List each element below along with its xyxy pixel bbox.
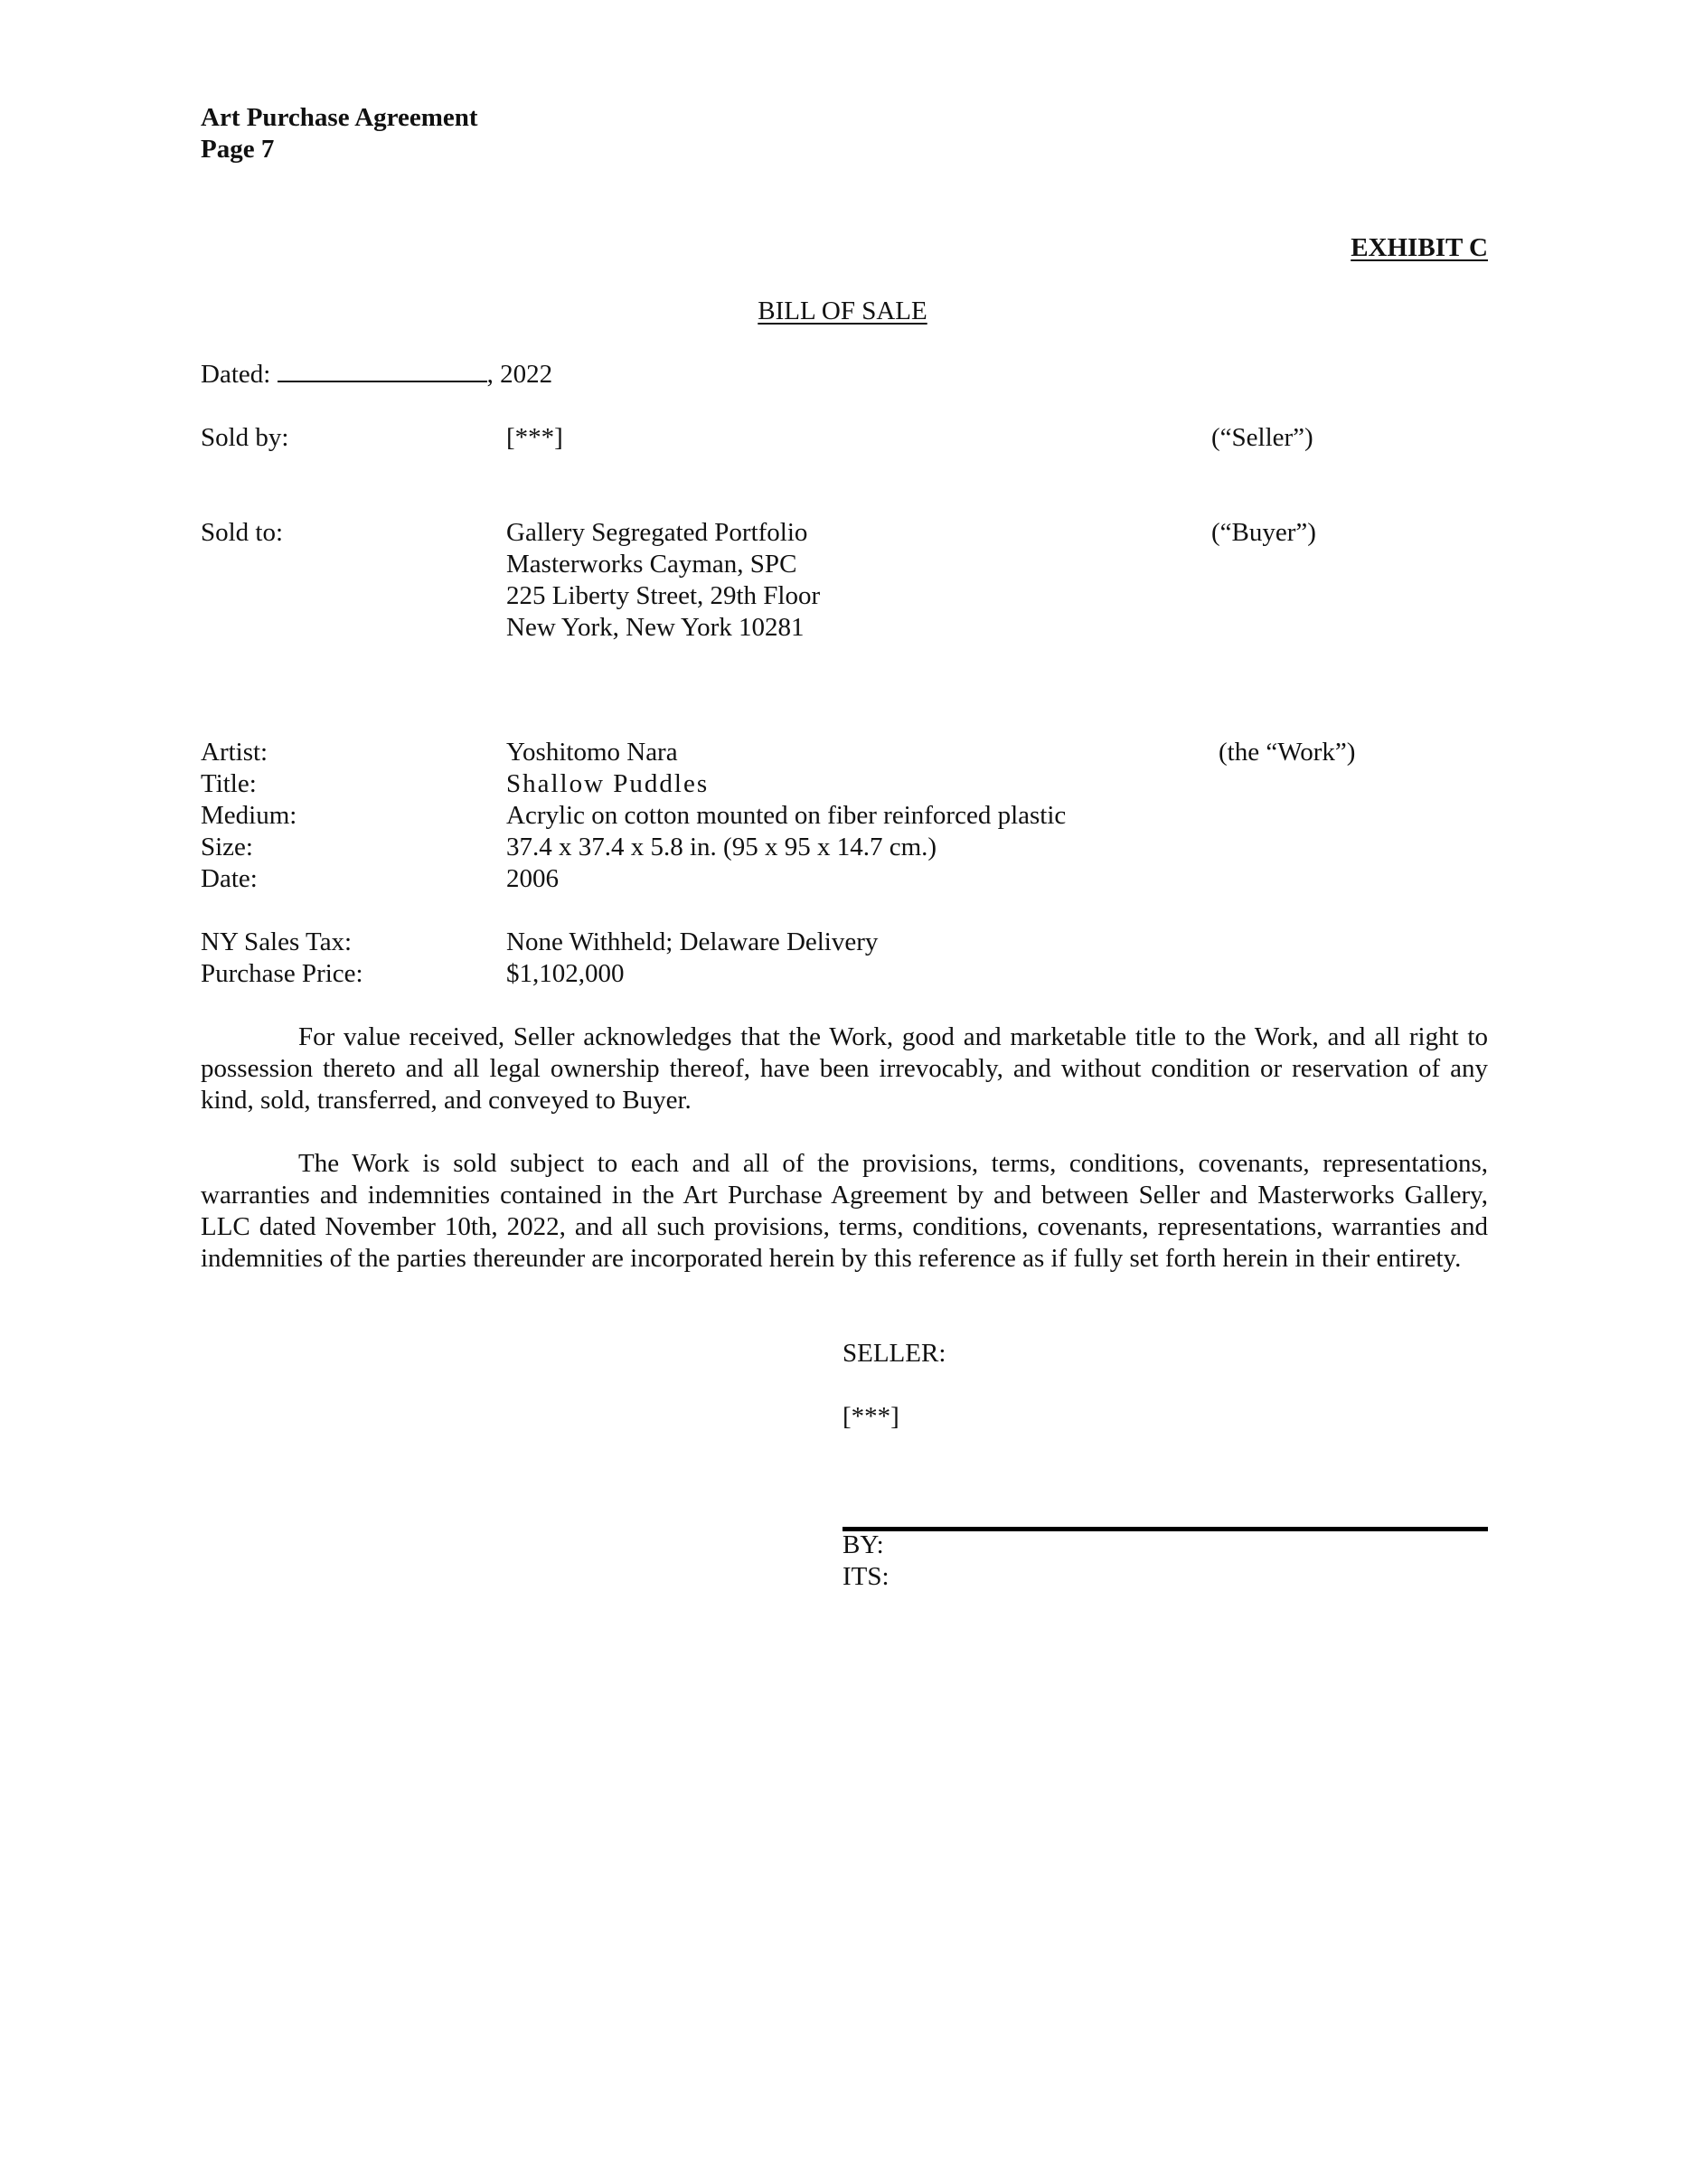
seller-signature-label: SELLER: — [842, 1339, 946, 1368]
its-label: ITS: — [842, 1562, 890, 1591]
seller-signature-name: [***] — [842, 1402, 899, 1431]
purchase-price-label: Purchase Price: — [201, 959, 363, 988]
sales-tax-value: None Withheld; Delaware Delivery — [506, 927, 879, 956]
document-title: Art Purchase Agreement — [201, 103, 478, 132]
title-value: Shallow Puddles — [506, 769, 710, 798]
work-role: (the “Work”) — [1219, 738, 1356, 767]
title-label: Title: — [201, 769, 257, 798]
signature-line — [842, 1527, 1488, 1531]
medium-label: Medium: — [201, 801, 297, 830]
sold-to-label: Sold to: — [201, 518, 284, 547]
sold-by-label: Sold by: — [201, 423, 289, 452]
date-value: 2006 — [506, 864, 559, 893]
subject-to-paragraph: The Work is sold subject to each and all of the provisions, terms, conditions, covenants, representations, warranties and indemnities contained in the Art Purchase Agreement by and between Seller and Masterworks Gallery, LLC dated November 10th, 2022, and all such provisions, terms, conditions, covenants, representations, warranties and indemnities of the parties thereunder are incorporated herein by this reference as if fully set forth herein in their entirety. — [201, 1149, 1488, 1273]
dated-year: , 2022 — [486, 360, 553, 389]
sold-by-value: [***] — [506, 423, 563, 452]
artist-value: Yoshitomo Nara — [506, 738, 678, 767]
buyer-address-line: New York, New York 10281 — [506, 613, 805, 642]
dated-label: Dated: — [201, 360, 271, 389]
sales-tax-label: NY Sales Tax: — [201, 927, 353, 956]
date-blank-line — [278, 359, 487, 382]
conveyance-paragraph: For value received, Seller acknowledges that the Work, good and marketable title to the Work, and all right to possession thereto and all legal ownership thereof, have been irrevocably, and without condition or reservation of any kind, sold, transferred, and conveyed to Buyer. — [201, 1022, 1488, 1115]
medium-value: Acrylic on cotton mounted on fiber reinforced plastic — [506, 801, 1067, 830]
size-value: 37.4 x 37.4 x 5.8 in. (95 x 95 x 14.7 cm.) — [506, 833, 937, 861]
buyer-address-line: Masterworks Cayman, SPC — [506, 550, 797, 579]
bill-of-sale-heading: BILL OF SALE — [758, 297, 927, 325]
purchase-price-value: $1,102,000 — [506, 959, 625, 988]
artist-label: Artist: — [201, 738, 268, 767]
buyer-address-line: Gallery Segregated Portfolio — [506, 518, 808, 547]
exhibit-label: EXHIBIT C — [1351, 233, 1488, 262]
seller-role: (“Seller”) — [1211, 423, 1313, 452]
page-number: Page 7 — [201, 135, 275, 164]
buyer-address-line: 225 Liberty Street, 29th Floor — [506, 581, 821, 610]
dated-row — [201, 359, 552, 391]
size-label: Size: — [201, 833, 253, 861]
by-label: BY: — [842, 1530, 884, 1559]
date-label: Date: — [201, 864, 258, 893]
buyer-role: (“Buyer”) — [1211, 518, 1316, 547]
